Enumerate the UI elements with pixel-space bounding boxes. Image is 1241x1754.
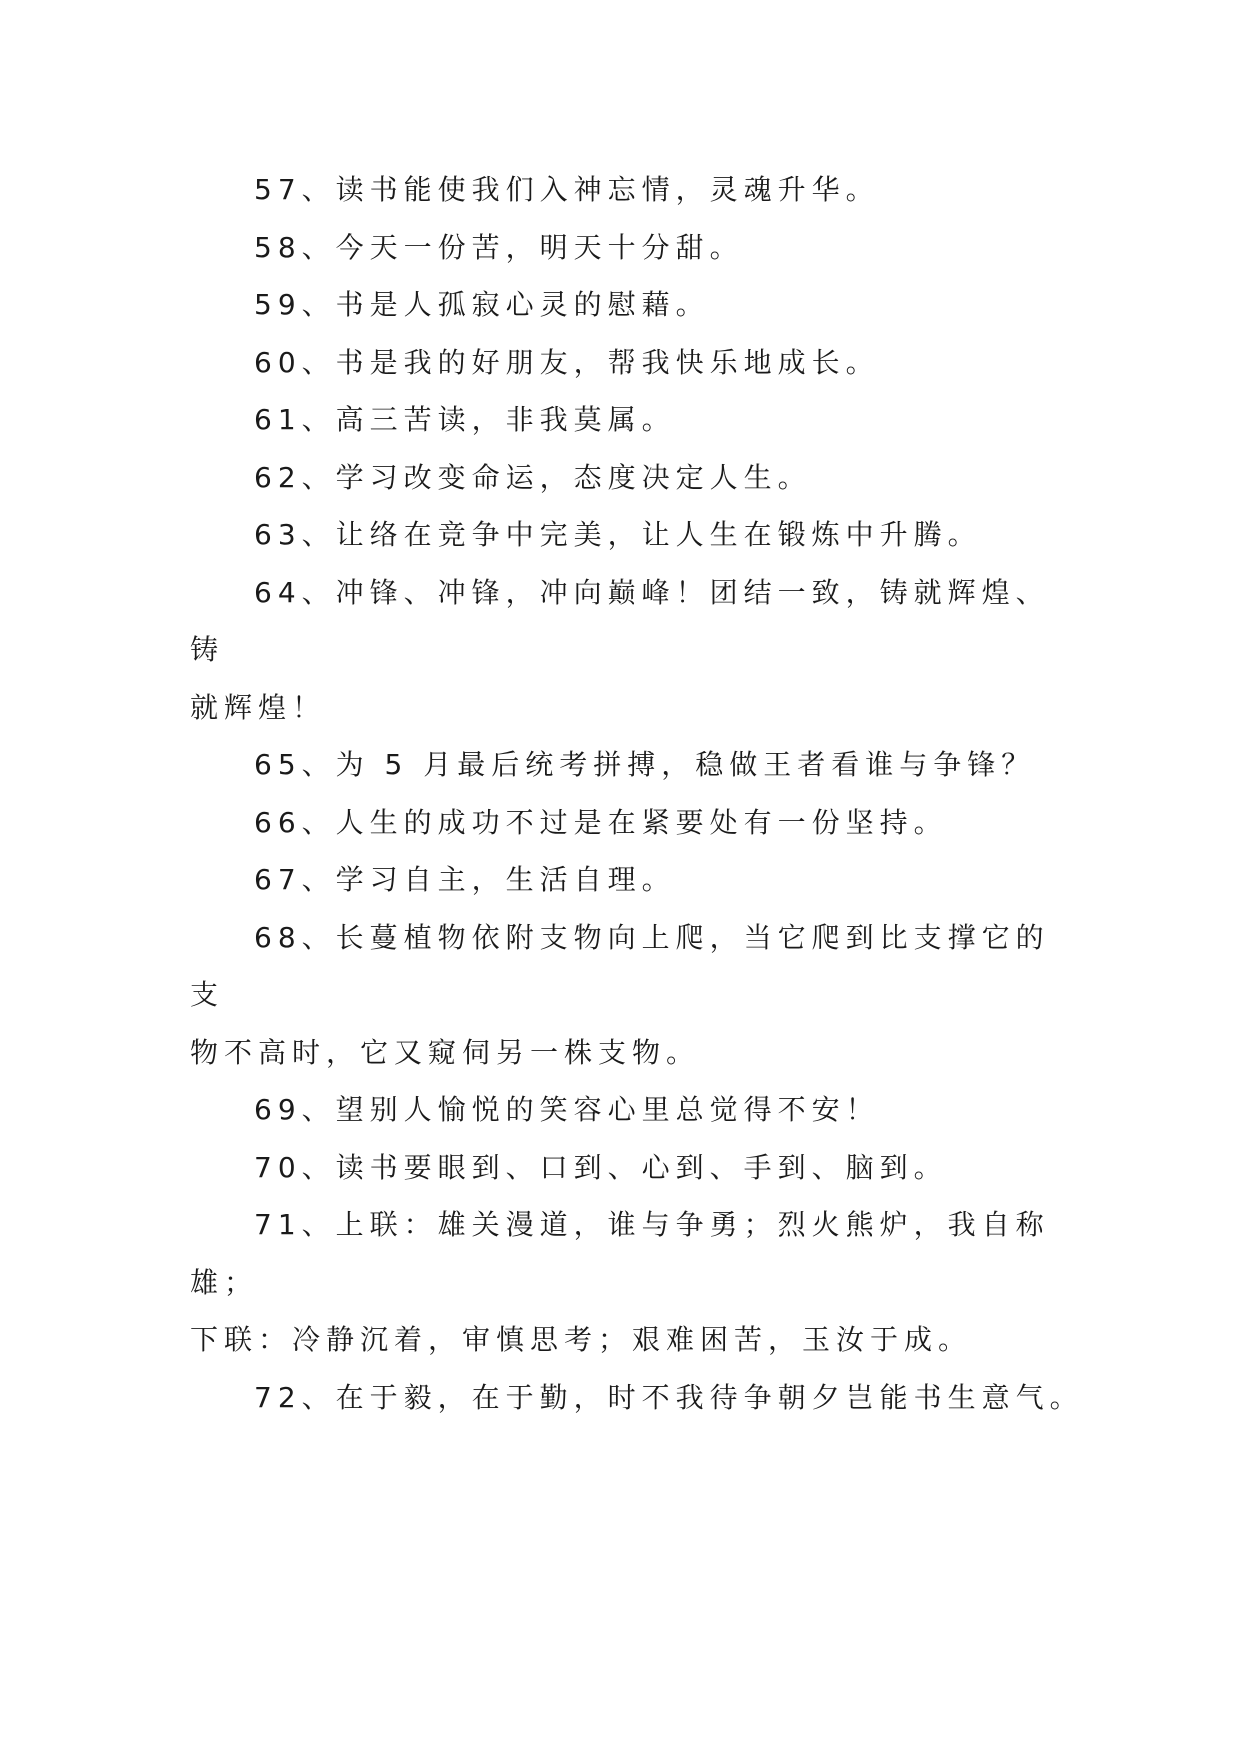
text-line: 65、为 5 月最后统考拼搏，稳做王者看谁与争锋？	[254, 748, 1036, 781]
text-line: 下联：冷静沉着，审慎思考；艰难困苦，玉汝于成。	[190, 1323, 973, 1356]
text-line: 63、让络在竞争中完美，让人生在锻炼中升腾。	[254, 518, 982, 551]
list-item	[190, 1196, 1050, 1369]
list-item	[190, 161, 1050, 219]
list-item	[190, 909, 1050, 1082]
text-line: 物不高时，它又窥伺另一株支物。	[190, 1035, 701, 1069]
list-item	[190, 1369, 1084, 1427]
text-line: 57、读书能使我们入神忘情，灵魂升华。	[254, 173, 880, 206]
text-line: 70、读书要眼到、口到、心到、手到、脑到。	[254, 1150, 948, 1184]
text-line: 69、望别人愉悦的笑容心里总觉得不安！	[254, 1093, 880, 1126]
text-line: 59、书是人孤寂心灵的慰藉。	[254, 288, 710, 321]
list-item	[190, 276, 1050, 334]
text-line: 68、长蔓植物依附支物向上爬，当它爬到比支撑它的支	[190, 920, 1050, 1011]
text-line: 58、今天一份苦，明天十分甜。	[254, 230, 744, 264]
list-item	[190, 1139, 1050, 1197]
text-line: 60、书是我的好朋友，帮我快乐地成长。	[254, 345, 880, 379]
text-line: 61、高三苦读，非我莫属。	[254, 403, 676, 436]
list-item	[190, 391, 1050, 449]
text-line: 66、人生的成功不过是在紧要处有一份坚持。	[254, 805, 948, 839]
document-body	[190, 161, 1084, 1426]
text-line: 71、上联：雄关漫道，谁与争勇；烈火熊炉，我自称雄；	[190, 1208, 1050, 1299]
list-item	[190, 736, 1050, 794]
text-line: 64、冲锋、冲锋，冲向巅峰！团结一致，铸就辉煌、铸	[190, 575, 1050, 666]
text-line: 67、学习自主，生活自理。	[254, 863, 676, 896]
list-item	[190, 449, 1050, 507]
list-item	[190, 851, 1050, 909]
list-item	[190, 1081, 1050, 1139]
text-line: 62、学习改变命运，态度决定人生。	[254, 460, 812, 494]
list-item	[190, 794, 1050, 852]
text-line: 72、在于毅，在于勤，时不我待争朝夕岂能书生意气。	[254, 1380, 1084, 1414]
list-item	[190, 219, 1050, 277]
list-item	[190, 564, 1050, 737]
list-item	[190, 334, 1050, 392]
list-item	[190, 506, 1050, 564]
text-line: 就辉煌！	[190, 690, 327, 724]
